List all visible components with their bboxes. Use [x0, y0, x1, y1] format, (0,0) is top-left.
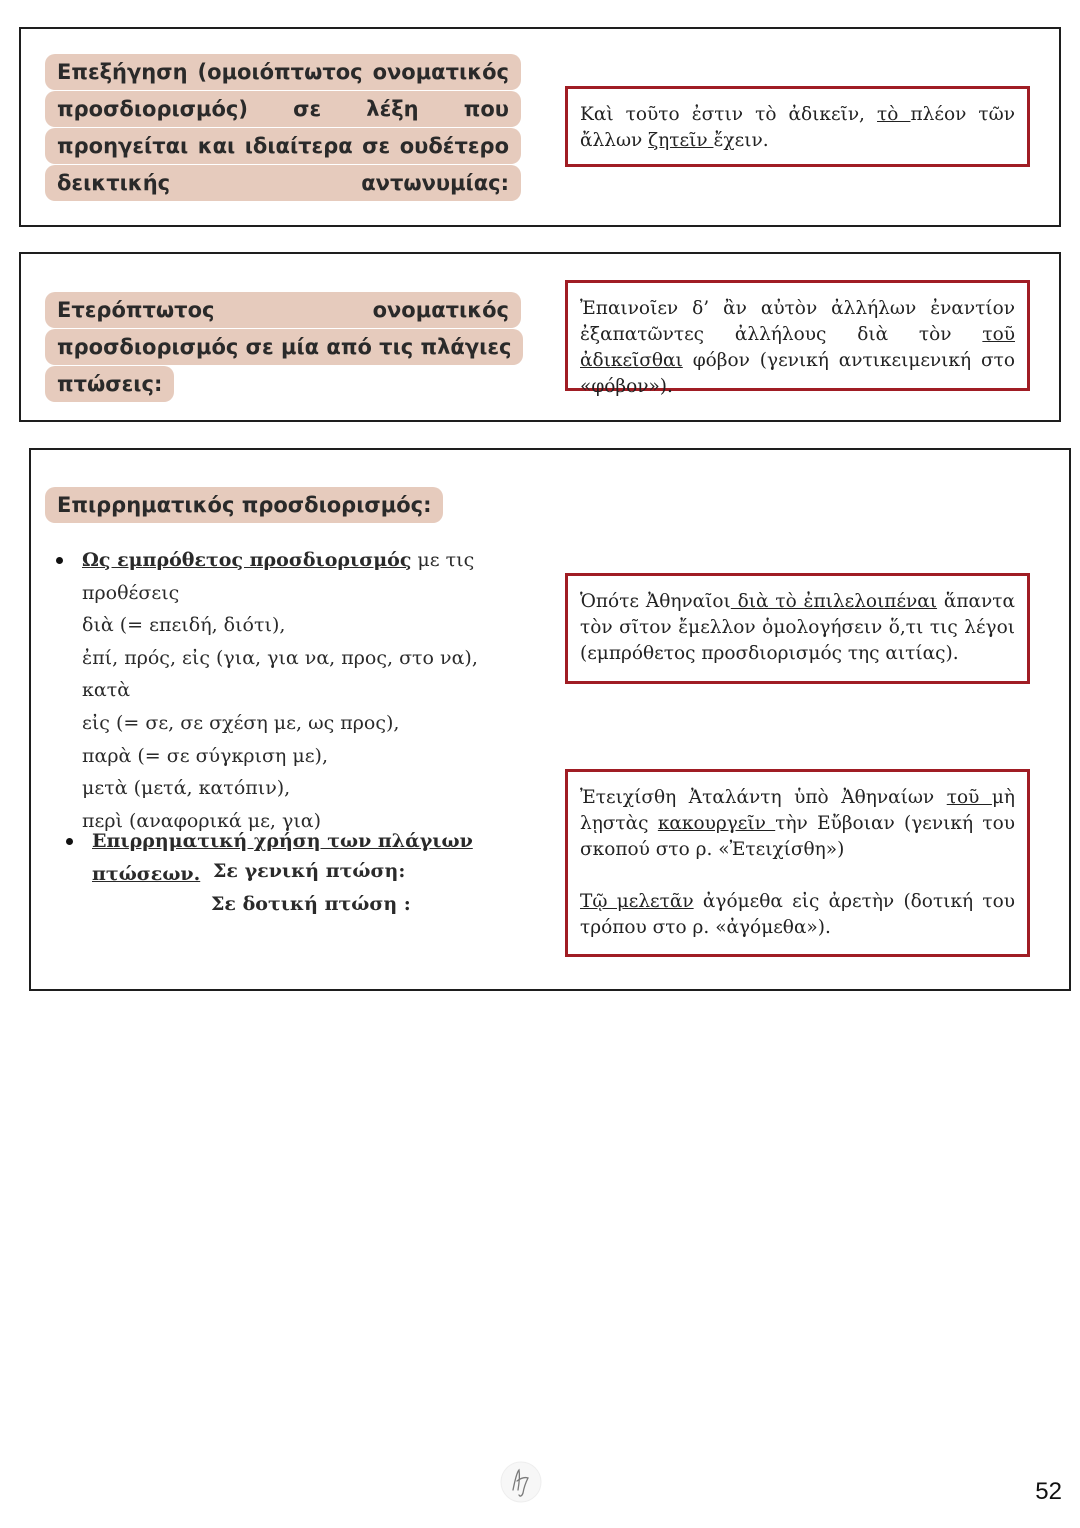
label-epexigisi — [45, 54, 521, 202]
example-prepositional: Ὁπότε Ἀθηναῖοι διὰ τὸ ἐπιλελοιπέναι ἅπαντα τὸν σῖτον ἔμελλον ὁμολογήσειν ὅ,τι τις λέγοι (εμπρόθετος προσδιορισμός της αιτίας). — [565, 573, 1030, 684]
label-text: Ετερόπτωτος ονοματικός προσδιορισμός σε μία από τις πλάγιες πτώσεις: — [45, 292, 523, 402]
example-oblique-cases: Ἐτειχίσθη Ἀταλάντη ὑπὸ Ἀθηναίων τοῦ μὴ λῃστὰς κακουργεῖν τὴν Εὔβοιαν (γενική του σκοπού στο ρ. «Ἐτειχίσθη») Τῷ μελετᾶν ἀγόμεθα εἰς ἀρετὴν (δοτική του τρόπου στο ρ. «ἀγόμεθα»). — [565, 769, 1030, 957]
page-number: 52 — [1035, 1478, 1062, 1505]
list-item: εἰς (= σε, σε σχέση με, ως προς), — [82, 711, 400, 734]
label-epirrimatikos — [45, 487, 443, 524]
list-item: Επιρρηματική χρήση των πλάγιων πτώσεων. — [92, 825, 552, 890]
list-item: ἐπί, πρός, εἰς (για, για να, προς, στο να), — [82, 646, 478, 669]
example-eteroptotos: Ἐπαινοῖεν δ’ ἂν αὐτὸν ἀλλήλων ἐναντίον ἐξαπατῶντες ἀλλήλους διὰ τὸν τοῦ ἀδικεῖσθαι φόβον (γενική αντικειμενική στο «φόβον»). — [565, 280, 1030, 391]
genitive-case-label: Σε γενική πτώση: — [213, 860, 406, 882]
signature-logo-icon — [499, 1460, 543, 1504]
example-epexigisi: Καὶ τοῦτο ἐστιν τὸ ἀδικεῖν, τὸ πλέον τῶν ἄλλων ζητεῖν ἔχειν. — [565, 86, 1030, 167]
prepositional-list — [82, 544, 552, 837]
dative-case-label: Σε δοτική πτώση : — [211, 893, 411, 915]
label-text: Επιρρηματικός προσδιορισμός: — [45, 487, 443, 523]
label-eteroptotos — [45, 292, 521, 403]
list-item: μετὰ (μετά, κατόπιν), — [82, 777, 291, 800]
list-item: διὰ (= επειδή, διότι), — [82, 614, 286, 637]
list-item: περὶ (αναφορικά με, για) — [82, 809, 322, 832]
label-text: Επεξήγηση (ομοιόπτωτος ονοματικός προσδιορισμός) σε λέξη που προηγείται και ιδιαίτερα σε ουδέτερο δεικτικής αντωνυμίας: — [45, 54, 521, 201]
list-item: Ως εμπρόθετος προσδιορισμός με τις προθέσεις — [82, 544, 552, 609]
list-item: παρὰ (= σε σύγκριση με), — [82, 744, 328, 767]
list-item: κατὰ — [82, 679, 131, 702]
